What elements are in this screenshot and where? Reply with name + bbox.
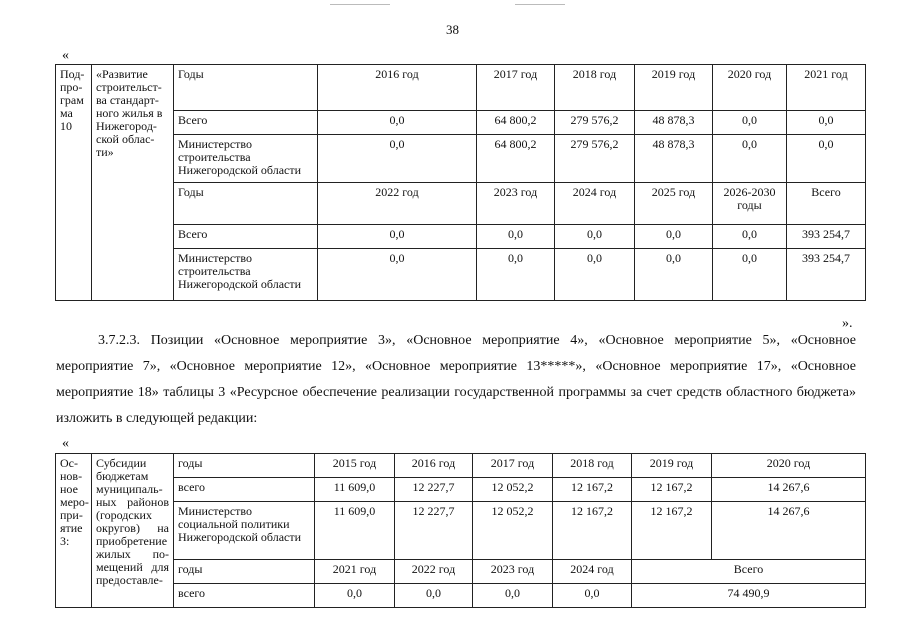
table-cell: 11 609,0	[315, 502, 395, 560]
table-cell: 2022 год	[395, 560, 473, 584]
table-row	[56, 111, 866, 135]
table-row	[56, 502, 866, 560]
table-cell: 279 576,2	[555, 135, 635, 183]
table-cell: 11 609,0	[315, 478, 395, 502]
table-cell: 12 052,2	[473, 478, 553, 502]
table-cell: 0,0	[395, 584, 473, 608]
table-cell: 2023 год	[477, 183, 555, 225]
table-cell: 0,0	[318, 249, 477, 301]
table-cell: 0,0	[787, 135, 866, 183]
table-cell: 2026-2030 годы	[713, 183, 787, 225]
table-cell: 12 227,7	[395, 478, 473, 502]
subprogram-cell: Под-про-грам ма 10	[56, 65, 92, 301]
table-cell: 74 490,9	[632, 584, 866, 608]
table-row	[56, 225, 866, 249]
table-cell: 14 267,6	[712, 502, 866, 560]
row-label: Годы	[174, 183, 318, 225]
table-cell: 12 052,2	[473, 502, 553, 560]
table-cell: 2016 год	[395, 454, 473, 478]
table-cell: 2020 год	[713, 65, 787, 111]
table-cell: 2017 год	[477, 65, 555, 111]
table-cell: 0,0	[713, 225, 787, 249]
table-cell: 14 267,6	[712, 478, 866, 502]
table-cell: 2023 год	[473, 560, 553, 584]
table-cell: 12 227,7	[395, 502, 473, 560]
table-cell: 0,0	[555, 249, 635, 301]
table-cell: 2025 год	[635, 183, 713, 225]
table-cell: 0,0	[477, 225, 555, 249]
table-cell: 393 254,7	[787, 225, 866, 249]
table-cell: 0,0	[318, 225, 477, 249]
row-label: Всего	[174, 111, 318, 135]
table-cell: 0,0	[555, 225, 635, 249]
table-cell: 0,0	[318, 111, 477, 135]
table-cell: 64 800,2	[477, 135, 555, 183]
table-row	[56, 454, 866, 478]
table-row	[56, 135, 866, 183]
row-label: годы	[174, 454, 315, 478]
table-cell: 2018 год	[555, 65, 635, 111]
table-row	[56, 478, 866, 502]
body-paragraph: 3.7.2.3. Позиции «Основное мероприятие 3», «Основное мероприятие 4», «Основное мероприятие 5», «Основное мероприятие 7», «Основное мероприятие 12», «Основное мероприятие 13*****», «Основное мероприятие 17», «Основное мероприятие 18» таблицы 3 «Ресурсное обеспечение реализации государственной программы за счет средств областного бюджета» изложить в следующей редакции:	[56, 333, 856, 426]
row-label: всего	[174, 478, 315, 502]
table-row	[56, 560, 866, 584]
table-row	[56, 183, 866, 225]
table-row	[56, 584, 866, 608]
table-subprogram-10	[55, 64, 866, 301]
table-cell: 2024 год	[555, 183, 635, 225]
table-cell: 48 878,3	[635, 135, 713, 183]
table-cell: 0,0	[713, 249, 787, 301]
table-cell: 0,0	[318, 135, 477, 183]
row-label: Министерство социальной политики Нижегородской области	[174, 502, 315, 560]
table-cell: 0,0	[635, 249, 713, 301]
table-cell: 64 800,2	[477, 111, 555, 135]
open-quote-2: «	[62, 436, 69, 451]
table-cell: 0,0	[553, 584, 632, 608]
table-cell: 0,0	[473, 584, 553, 608]
table-cell: 0,0	[635, 225, 713, 249]
row-label: Годы	[174, 65, 318, 111]
table-main-event-3	[55, 453, 866, 608]
closing-quote: ».	[842, 316, 853, 331]
table-cell: 2021 год	[787, 65, 866, 111]
table-cell: 279 576,2	[555, 111, 635, 135]
table-row	[56, 65, 866, 111]
table-cell: 2024 год	[553, 560, 632, 584]
main-event-name-cell: Субсидии бюджетам муниципаль-ных районов (городских округов) на приобретение жилых по-мещений для предоставле-	[92, 454, 174, 608]
table-cell: 393 254,7	[787, 249, 866, 301]
row-label: всего	[174, 584, 315, 608]
table-cell: 0,0	[787, 111, 866, 135]
table-cell: 2022 год	[318, 183, 477, 225]
page-number: 38	[446, 22, 459, 37]
table-cell: Всего	[787, 183, 866, 225]
table-cell: 2019 год	[635, 65, 713, 111]
scan-artifact	[330, 4, 390, 5]
table-cell: 2021 год	[315, 560, 395, 584]
table-cell: 2019 год	[632, 454, 712, 478]
table-cell: 2018 год	[553, 454, 632, 478]
table-row	[56, 249, 866, 301]
subprogram-name-cell: «Развитие строительст-ва стандарт-ного жилья в Нижегород-ской облас-ти»	[92, 65, 174, 301]
table-cell: 2016 год	[318, 65, 477, 111]
table-cell: 12 167,2	[553, 502, 632, 560]
row-label: Всего	[174, 225, 318, 249]
table-cell: 0,0	[477, 249, 555, 301]
table-cell: 12 167,2	[632, 478, 712, 502]
table-cell: 0,0	[315, 584, 395, 608]
table-cell: 48 878,3	[635, 111, 713, 135]
table-cell: 12 167,2	[632, 502, 712, 560]
row-label: Министерство строительства Нижегородской области	[174, 249, 318, 301]
row-label: годы	[174, 560, 315, 584]
open-quote: «	[62, 48, 69, 63]
table-cell: 2017 год	[473, 454, 553, 478]
row-label: Министерство строительства Нижегородской области	[174, 135, 318, 183]
table-cell: 2020 год	[712, 454, 866, 478]
table-cell: 0,0	[713, 135, 787, 183]
scan-artifact	[515, 4, 565, 5]
main-event-cell: Ос-нов-ное меро-при-ятие 3:	[56, 454, 92, 608]
table-cell: 12 167,2	[553, 478, 632, 502]
table-cell: 2015 год	[315, 454, 395, 478]
table-cell: 0,0	[713, 111, 787, 135]
table-cell: Всего	[632, 560, 866, 584]
